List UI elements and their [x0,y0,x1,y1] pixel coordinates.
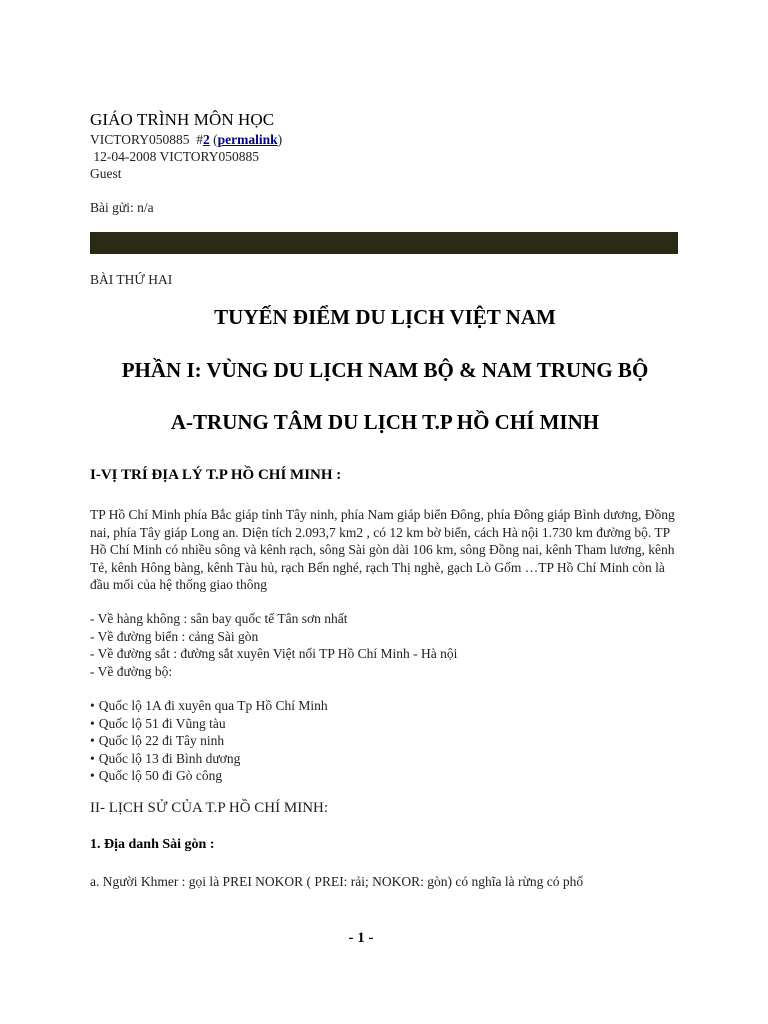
list-item [90,767,328,785]
list-item [90,715,328,733]
post-date-line: 12-04-2008 VICTORY050885 [90,149,260,164]
center-heading: A-TRUNG TÂM DU LỊCH T.P HỒ CHÍ MINH [170,410,600,434]
post-hash: # [196,132,204,147]
main-heading: TUYẾN ĐIỂM DU LỊCH VIỆT NAM [214,305,556,329]
list-item: - Về đường sắt : đường sắt xuyên Việt nối TP Hồ Chí Minh - Hà nội [90,646,458,661]
list-item: - Về đường biển : cảng Sài gòn [90,628,259,644]
close-paren: ) [277,132,283,147]
open-paren: ( [213,132,218,147]
section-1-title: I-VỊ TRÍ ĐỊA LÝ T.P HỒ CHÍ MINH : [90,467,342,483]
bullet-icon: • [90,698,95,713]
page-number: - 1 - [348,930,374,946]
permalink-link[interactable]: permalink [217,132,278,147]
subsection-1-title: 1. Địa danh Sài gòn : [90,837,215,852]
section-1-paragraph: TP Hồ Chí Minh phía Bắc giáp tỉnh Tây ninh, phía Nam giáp biển Đông, phía Đông giáp Bình dương, Đồng nai, phía Tây giáp Long an. Diện tích 2.093,7 km2 , có 12 km bờ biển, cách Hà nội 1.730 km đường bộ. TP Hồ Chí Minh có nhiều sông và kênh rạch, sông Sài gòn dài 106 km, sông Đồng nai, kênh Tham lương, kênh Tẻ, kênh Hông bàng, kênh Tàu hủ, rạch Bến nghé, rạch Thị nghè, gạch Lò Gốm …TP Hồ Chí Minh còn là đầu mối của hệ thống giao thông [90,507,675,592]
posts-count-label: Bài gửi: n/a [90,200,154,215]
road-item-label: Quốc lộ 22 đi Tây ninh [98,733,225,748]
guest-label: Guest [90,166,122,181]
lesson-label: BÀI THỨ HAI [90,272,173,287]
road-item-label: Quốc lộ 51 đi Vũng tàu [98,715,226,731]
section-2-title: II- LỊCH SỬ CỦA T.P HỒ CHÍ MINH: [90,800,329,816]
separator-bar [90,232,678,254]
author-name: VICTORY050885 [90,132,190,147]
road-item-label: Quốc lộ 1A đi xuyên qua Tp Hồ Chí Minh [98,698,328,713]
bullet-icon: • [90,768,95,783]
list-item: - Về đường bộ: [90,663,173,679]
list-item [90,750,328,768]
post-meta [90,131,282,216]
bullet-icon: • [90,715,95,731]
bullet-icon: • [90,733,95,748]
road-list [90,697,328,785]
road-item-label: Quốc lộ 13 đi Bình dương [98,750,241,766]
transport-list [90,610,457,680]
bullet-icon: • [90,750,95,766]
list-item: - Về hàng không : sân bay quốc tế Tân sơn nhất [90,611,348,626]
list-item [90,697,328,715]
post-number-link[interactable]: 2 [203,132,210,147]
subsection-1-text: a. Người Khmer : gọi là PREI NOKOR ( PREI: rải; NOKOR: gòn) có nghĩa là rừng có phố [90,874,584,889]
list-item [90,732,328,750]
document-title: GIÁO TRÌNH MÔN HỌC [90,110,275,129]
author-line [90,131,282,148]
road-item-label: Quốc lộ 50 đi Gò công [98,768,223,783]
part-heading: PHẦN I: VÙNG DU LỊCH NAM BỘ & NAM TRUNG BỘ [121,358,649,382]
